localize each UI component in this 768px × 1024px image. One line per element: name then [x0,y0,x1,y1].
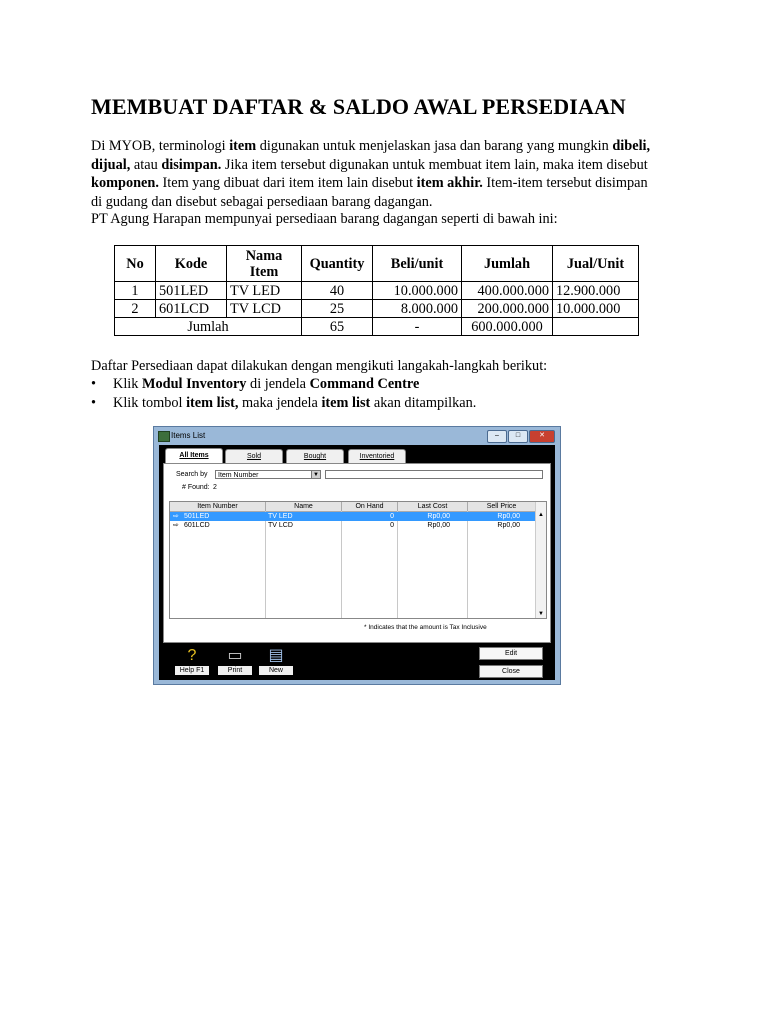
tax-note: * Indicates that the amount is Tax Inclusive [364,624,487,631]
cell-kode: 601LCD [156,300,227,318]
search-input[interactable] [325,470,543,479]
row-name: TV LED [268,513,293,520]
found-count: 2 [213,484,217,491]
items-grid [169,501,547,619]
cell-nama: TV LED [227,282,302,300]
found-label: # Found: [182,484,210,491]
col-sell-price[interactable]: Sell Price [468,502,536,511]
tab-inventoried[interactable]: Inventoried [348,449,406,464]
arrow-right-icon[interactable]: ⇨ [173,522,179,529]
row-item-number: 601LCD [184,522,210,529]
row-sell-price: Rp0,00 [497,513,520,520]
cell-beli: 10.000.000 [373,282,462,300]
cell-jual: 12.900.000 [553,282,639,300]
row-on-hand: 0 [390,513,394,520]
grid-header [170,502,536,512]
cell-no: 1 [115,282,156,300]
list-item: • Klik Modul Inventory di jendela Command Centre [91,375,476,394]
tab-all-items[interactable]: All Items [165,448,223,465]
maximize-button[interactable]: □ [508,430,528,443]
col-item-number[interactable]: Item Number [170,502,266,511]
table-row[interactable] [170,512,536,521]
minimize-button[interactable]: – [487,430,507,443]
search-by-select[interactable]: Item Number [215,470,321,479]
print-label: Print [218,666,252,675]
scroll-down-icon[interactable]: ▼ [538,611,544,617]
bottom-toolbar [163,646,551,678]
list-item: • Klik tombol item list, maka jendela item list akan ditampilkan. [91,394,476,413]
cell-no: 2 [115,300,156,318]
col-jual: Jual/Unit [553,246,639,282]
help-icon: ? [187,647,197,664]
vertical-scrollbar[interactable] [535,502,546,618]
edit-button[interactable]: Edit [479,647,543,660]
window-title: Items List [171,431,206,440]
steps-intro: Daftar Persediaan dapat dilakukan dengan mengikuti langakah-langkah berikut: [91,358,548,374]
cell-beli: 8.000.000 [373,300,462,318]
app-icon [158,431,170,442]
search-by-label: Search by [176,471,208,478]
cell-jumlah: 200.000.000 [462,300,553,318]
total-qty: 65 [302,318,373,336]
table-row [115,282,639,300]
row-last-cost: Rp0,00 [427,522,450,529]
close-button[interactable]: Close [479,665,543,678]
col-nama-item: Nama Item [227,246,302,282]
total-beli: - [373,318,462,336]
print-button[interactable] [218,646,252,678]
steps-list [91,375,476,413]
new-item-icon: ▤ [268,647,284,664]
row-sell-price: Rp0,00 [497,522,520,529]
col-kode: Kode [156,246,227,282]
total-jumlah: 600.000.000 [462,318,553,336]
table-row [115,300,639,318]
row-item-number: 501LED [184,513,210,520]
col-beli: Beli/unit [373,246,462,282]
close-icon[interactable]: ✕ [529,430,555,443]
total-jual [553,318,639,336]
help-button[interactable] [175,646,209,678]
intro-paragraph: Di MYOB, terminologi item digunakan untuk menjelaskan jasa dan barang yang mungkin dibeli, dijual, atau disimpan. Jika item tersebut digunakan untuk membuat item lain, maka item disebut komponen. Item yang dibuat dari item item lain disebut item akhir. Item-item tersebut disimpan di gudang dan disebut sebagai persediaan barang dagangan. [91,138,651,210]
items-list-window [153,426,561,685]
col-no: No [115,246,156,282]
row-last-cost: Rp0,00 [427,513,450,520]
col-name[interactable]: Name [266,502,342,511]
table-header-row [115,246,639,282]
row-name: TV LCD [268,522,293,529]
window-client [159,445,555,680]
cell-kode: 501LED [156,282,227,300]
row-on-hand: 0 [390,522,394,529]
tab-bought[interactable]: Bought [286,449,344,464]
tab-sold[interactable]: Sold [225,449,283,464]
col-on-hand[interactable]: On Hand [342,502,398,511]
help-label: Help F1 [175,666,209,675]
inventory-table [114,245,639,336]
company-line: PT Agung Harapan mempunyai persediaan barang dagangan seperti di bawah ini: [91,211,558,227]
items-panel [163,463,551,643]
cell-qty: 40 [302,282,373,300]
table-row[interactable] [170,521,536,530]
cell-qty: 25 [302,300,373,318]
col-jumlah: Jumlah [462,246,553,282]
col-quantity: Quantity [302,246,373,282]
arrow-right-icon[interactable]: ⇨ [173,513,179,520]
cell-nama: TV LCD [227,300,302,318]
cell-jumlah: 400.000.000 [462,282,553,300]
new-button[interactable] [259,646,293,678]
table-total-row [115,318,639,336]
new-label: New [259,666,293,675]
total-label: Jumlah [115,318,302,336]
chevron-down-icon[interactable]: ▼ [311,470,321,479]
col-last-cost[interactable]: Last Cost [398,502,468,511]
printer-icon: ▭ [227,647,243,664]
cell-jual: 10.000.000 [553,300,639,318]
window-titlebar[interactable] [154,427,560,445]
scroll-up-icon[interactable]: ▲ [538,512,544,518]
page-title: MEMBUAT DAFTAR & SALDO AWAL PERSEDIAAN [91,94,626,119]
